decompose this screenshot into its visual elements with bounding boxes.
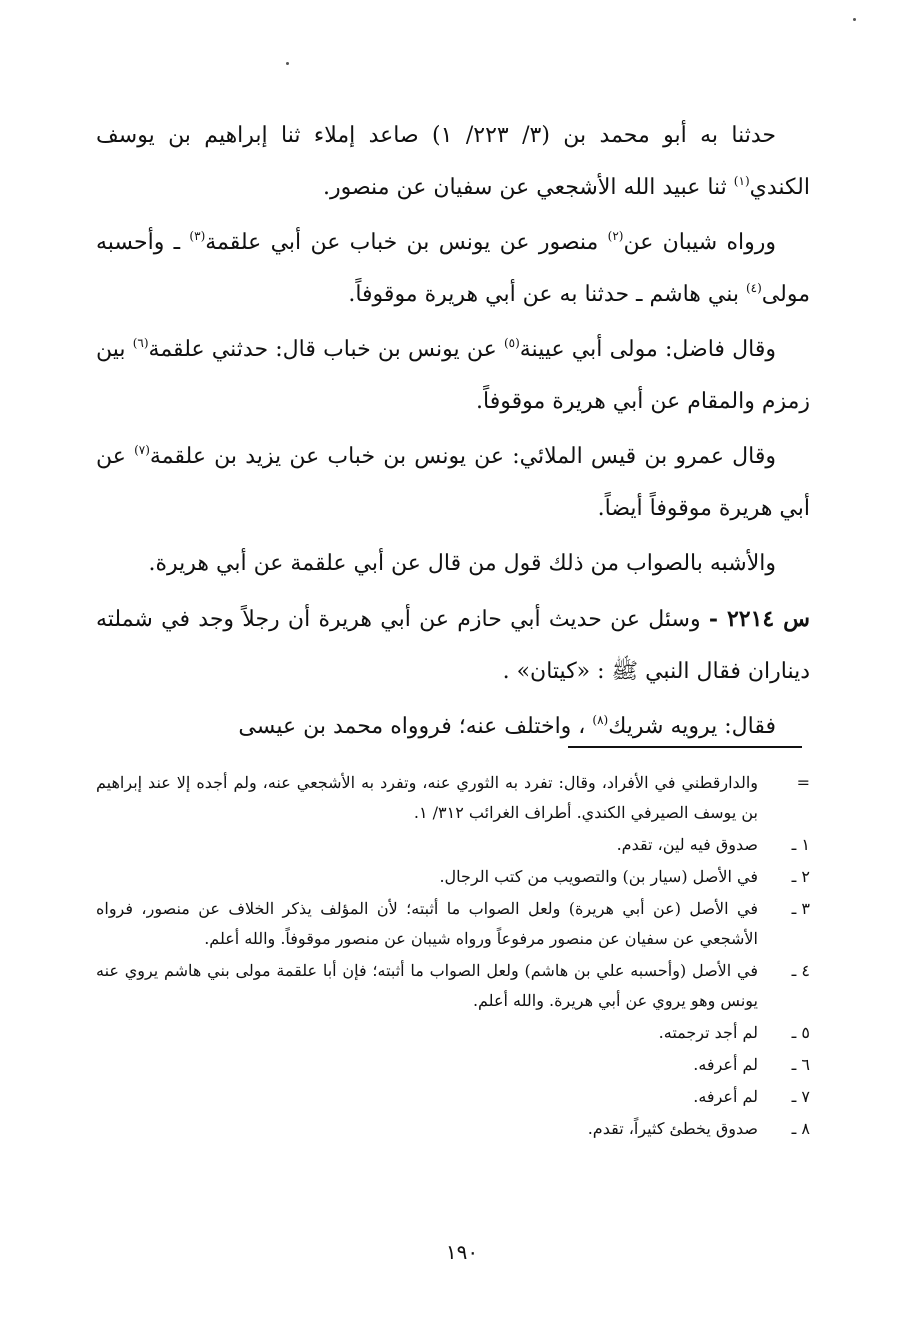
paragraph-4 xyxy=(96,431,810,535)
footnote-text: لم أعرفه. xyxy=(693,1087,758,1106)
paragraph-2 xyxy=(96,217,810,321)
footnote-number: ٨ ـ xyxy=(791,1119,810,1138)
footnote-number: ١ ـ xyxy=(791,835,810,854)
text-run: والأشبه بالصواب من ذلك قول من قال عن أبي علقمة عن أبي هريرة. xyxy=(148,551,776,576)
footnote-ref[interactable]: (٥) xyxy=(503,336,520,350)
footnote-ref[interactable]: (٤) xyxy=(745,281,762,295)
footnote-6 xyxy=(96,1050,810,1080)
footnote-text: صدوق يخطئ كثيراً، تقدم. xyxy=(587,1119,758,1138)
footnote-ref[interactable]: (٦) xyxy=(132,336,149,350)
footnote-1 xyxy=(96,830,810,860)
question-text: وسئل عن حديث أبي حازم عن أبي هريرة أن رجلاً وجد في شملته ديناران فقال النبي ﷺ : «كيتان» . xyxy=(96,607,810,684)
footnote-7 xyxy=(96,1082,810,1112)
paragraph-1 xyxy=(96,110,810,214)
paragraph-5 xyxy=(96,538,810,590)
main-text xyxy=(96,110,810,756)
footnote-number: ٣ ـ xyxy=(791,899,810,918)
text-run: ، واختلف عنه؛ فروواه محمد بن عيسى xyxy=(238,714,593,739)
footnotes xyxy=(96,768,810,1146)
footnote-ref[interactable]: (٧) xyxy=(134,443,150,457)
text-run: ثنا عبيد الله الأشجعي عن سفيان عن منصور. xyxy=(323,175,734,200)
footnote-separator xyxy=(568,746,802,748)
footnote-text: لم أعرفه. xyxy=(693,1055,758,1074)
footnote-text: صدوق فيه لين، تقدم. xyxy=(616,835,758,854)
footnote-3 xyxy=(96,894,810,954)
text-run: فقال: يرويه شريك xyxy=(608,714,776,739)
text-run: وقال عمرو بن قيس الملائي: عن يونس بن خباب عن يزيد بن علقمة xyxy=(149,444,777,469)
footnote-text: لم أجد ترجمته. xyxy=(658,1023,758,1042)
footnote-ref[interactable]: (٨) xyxy=(592,713,609,727)
footnote-number: ٦ ـ xyxy=(791,1055,810,1074)
footnote-2 xyxy=(96,862,810,892)
text-run: ـ وأحسبه مولى xyxy=(96,230,810,307)
footnote-number: ٥ ـ xyxy=(791,1023,810,1042)
text-run: حدثنا به أبو محمد بن (٣/ ٢٢٣/ ١) صاعد إملاء ثنا إبراهيم بن يوسف الكندي xyxy=(96,123,810,200)
page-number: ١٩٠ xyxy=(445,1240,479,1264)
question-number: س ٢٢١٤ - xyxy=(708,606,810,632)
footnote-4 xyxy=(96,956,810,1016)
footnote-ref[interactable]: (١) xyxy=(733,174,750,188)
paragraph-3 xyxy=(96,324,810,428)
question-paragraph xyxy=(96,593,810,698)
footnote-text: في الأصل (سيار بن) والتصويب من كتب الرجال. xyxy=(439,867,758,886)
footnote-number: = xyxy=(796,773,810,792)
text-run: بني هاشم ـ حدثنا به عن أبي هريرة موقوفاً. xyxy=(348,282,746,307)
footnote-5 xyxy=(96,1018,810,1048)
footnote-text: في الأصل (عن أبي هريرة) ولعل الصواب ما أثبته؛ لأن المؤلف يذكر الخلاف عن منصور، فرواه الأشجعي عن سفيان عن منصور مرفوعاً ورواه شيبان عن منصور موقوفاً. والله أعلم. xyxy=(96,899,759,948)
footnote-text: في الأصل (وأحسبه علي بن هاشم) ولعل الصواب ما أثبته؛ فإن أبا علقمة مولى بني هاشم يروي عنه يونس وهو يروي عن أبي هريرة. والله أعلم. xyxy=(96,961,758,1010)
footnote-ref[interactable]: (٢) xyxy=(607,229,624,243)
text-run: عن يونس بن خباب قال: حدثني علقمة xyxy=(148,337,504,362)
footnote-8 xyxy=(96,1114,810,1144)
scan-speck xyxy=(853,18,856,21)
footnote-number: ٤ ـ xyxy=(791,961,810,980)
footnote-text: والدارقطني في الأفراد، وقال: تفرد به الثوري عنه، وتفرد به الأشجعي عنه، ولم أجده إلا عند إبراهيم بن يوسف الصيرفي الكندي. أطراف الغرائب ٣١٢/ ١. xyxy=(96,773,758,822)
footnote-continuation xyxy=(96,768,810,828)
footnote-number: ٢ ـ xyxy=(791,867,810,886)
text-run: وقال فاضل: مولى أبي عيينة xyxy=(519,337,776,362)
text-run: منصور عن يونس بن خباب عن أبي علقمة xyxy=(205,230,608,255)
scan-speck xyxy=(286,62,289,65)
footnote-ref[interactable]: (٣) xyxy=(189,229,206,243)
text-run: بين زمزم والمقام عن أبي هريرة موقوفاً. xyxy=(96,337,810,414)
text-run: عن أبي هريرة موقوفاً أيضاً. xyxy=(96,444,810,521)
footnote-number: ٧ ـ xyxy=(791,1087,810,1106)
text-run: ورواه شيبان عن xyxy=(623,230,776,255)
